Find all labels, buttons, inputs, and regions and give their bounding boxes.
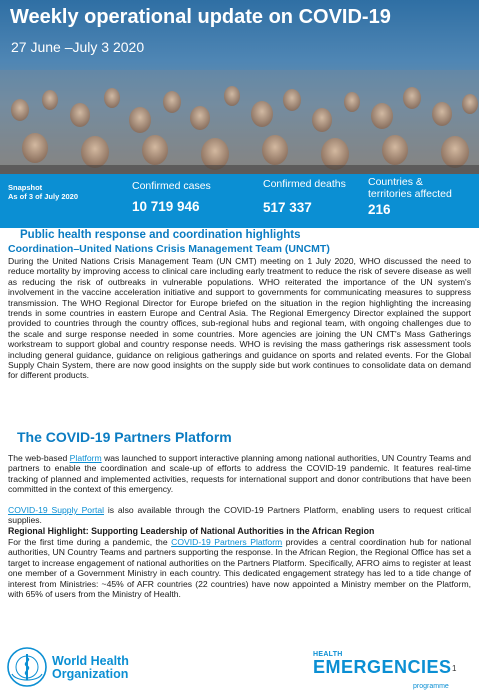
page-title: Weekly operational update on COVID-19	[10, 6, 391, 28]
crowd-photo	[0, 70, 479, 174]
stat-countries	[368, 176, 452, 217]
footer	[0, 641, 479, 693]
platform-paragraph	[8, 453, 471, 495]
partners-platform-link[interactable]: COVID-19 Partners Platform	[171, 537, 283, 547]
stat-label: Confirmed deaths	[263, 178, 346, 190]
snapshot-title: Snapshot	[8, 183, 43, 192]
stat-value: 517 337	[263, 200, 312, 215]
supply-portal-paragraph	[8, 505, 471, 526]
text: provides a central coordination hub for national authorities, UN Country Teams and partners supporting the response. In the African Region, the Regional Office has set a target to increase engagement of national authorities on the Partners Platform. Specifically, AFRO aims to register at least one member of a Government Ministry in each country. This dedicated engagement strategy has led to a tide change of interest from Ministries: ~45% of AFR countries (22 countries) have now appointed a Ministry member on the Platform, with 65% of users from the Ministry of Health.	[8, 537, 472, 600]
stat-confirmed-deaths	[263, 178, 346, 215]
stat-value: 10 719 946	[132, 199, 200, 214]
text: The web-based	[8, 453, 70, 463]
stat-label: Countries &	[368, 176, 423, 188]
platform-link[interactable]: Platform	[69, 453, 102, 463]
snapshot-date: As of 3 of July 2020	[8, 192, 79, 201]
uncmt-paragraph: During the United Nations Crisis Management Team (UN CMT) meeting on 1 July 2020, WHO discussed the need to reduce mortality by improving access to clinical care including early treatment to reduce the risk of severe disease as well as reducing the risk of outbreaks in vulnerable populations. WHO reiterated the importance of the UN system's involvement in the vaccine acceleration initiative and support to governments for communicating measures to suppress transmission. The WHO Regional Director for Europe briefed on the situation in the region highlighting the increasing trends in some countries in eastern Europe and Central Asia. The Regional Emergency Director explained the support provided to countries through the country offices, sub-regional hubs and regional team, with ongoing challenges due to the scale and surge response needed in some countries. More agencies are joining the UN CMT's Mass Gatherings workstream to support global and country response needs. WHO is revising the mass gatherings risk assessment tools including general guidance, guidance on religious gatherings and guidance on sports and related events. For the Global Supply Chain System, there are now good insights on the supply side but work continues to consolidate data on demand for different products.	[8, 256, 471, 381]
programme-label: programme	[413, 683, 449, 690]
page-number: 1	[452, 664, 457, 673]
snapshot-label	[8, 183, 78, 201]
stat-label: territories affected	[368, 188, 452, 200]
emergencies-logo	[313, 651, 452, 690]
stat-confirmed-cases	[132, 180, 211, 214]
stat-label: Confirmed cases	[132, 180, 211, 192]
org-name-line2: Organization	[52, 667, 129, 681]
who-emblem-icon	[6, 646, 48, 688]
text: was launched to support interactive planning among national authorities, UN Country Teams and partners to enable the coordination and scale-up of efforts to address the COVID-19 pandemic. It features real-time tracking of planned and implemented activities, requests for international support and donor contributions that have been committed in the context of this emergency.	[8, 453, 471, 495]
regional-paragraph	[8, 537, 471, 599]
who-wordmark	[52, 655, 129, 681]
emergencies-label: EMERGENCIES	[313, 657, 452, 677]
subheading-regional-highlight: Regional Highlight: Supporting Leadership of National Authorities in the African Region	[8, 526, 375, 536]
text: For the first time during a pandemic, the	[8, 537, 172, 547]
org-name-line1: World Health	[52, 654, 129, 668]
section-heading-public-health: Public health response and coordination highlights	[20, 229, 301, 241]
health-label: HEALTH	[313, 651, 343, 658]
date-range: 27 June –July 3 2020	[11, 39, 145, 55]
supply-portal-link[interactable]: COVID-19 Supply Portal	[8, 505, 105, 515]
text: is also available through the COVID-19 Partners Platform, enabling users to request critical supplies.	[8, 505, 472, 526]
section-heading-partners-platform: The COVID-19 Partners Platform	[17, 429, 232, 445]
header-banner	[0, 0, 479, 174]
subheading-uncmt: Coordination–United Nations Crisis Management Team (UNCMT)	[8, 243, 330, 255]
stats-bar	[0, 174, 479, 228]
stat-value: 216	[368, 202, 391, 217]
